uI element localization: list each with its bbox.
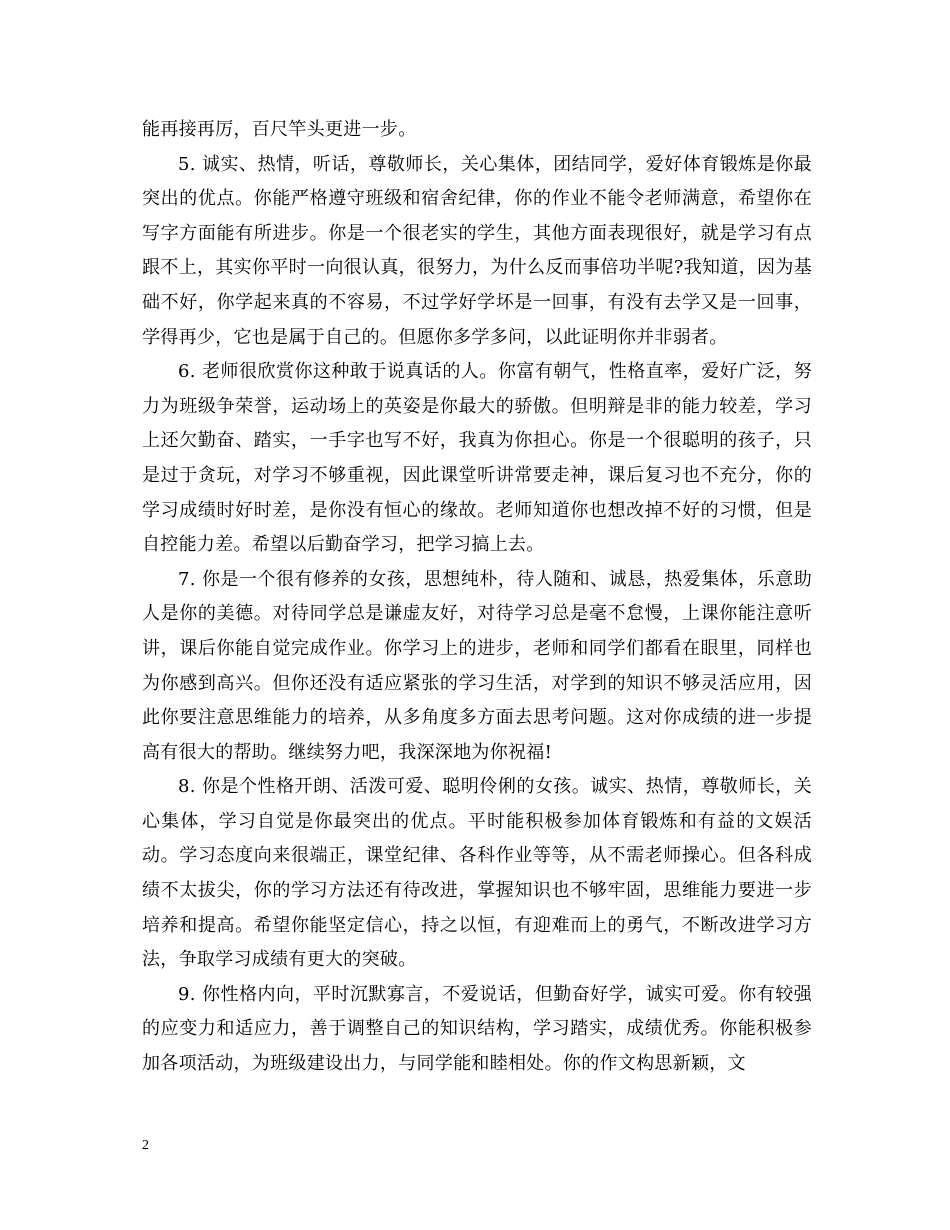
paragraph-continuation: 能再接再厉，百尺竿头更进一步。 [142,119,417,140]
paragraph-comment-7: 7. 你是一个很有修养的女孩，思想纯朴，待人随和、诚恳，热爱集体，乐意助人是你的美德。对待同学总是谦虚友好，对待学习总是毫不怠慢，上课你能注意听讲，课后你能自觉完成作业。你学习上的进步，老师和同学们都看在眼里，同样也为你感到高兴。但你还没有适应紧张的学习生活，对学到的知识不够灵活应用，因此你要注意思维能力的培养，从多角度多方面去思考问题。这对你成绩的进一步提高有很大的帮助。继续努力吧，我深深地为你祝福! [142,568,812,763]
paragraph-comment-5: 5. 诚实、热情，听话，尊敬师长，关心集体，团结同学，爱好体育锻炼是你最突出的优点。你能严格遵守班级和宿舍纪律，你的作业不能令老师满意，希望你在写字方面能有所进步。你是一个很老实的学生，其他方面表现很好，就是学习有点跟不上，其实你平时一向很认真，很努力，为什么反而事倍功半呢?我知道，因为基础不好，你学起来真的不容易，不过学好学坏是一回事，有没有去学又是一回事，学得再少，它也是属于自己的。但愿你多学多问，以此证明你并非弱者。 [142,153,812,348]
paragraph-comment-8: 8. 你是个性格开朗、活泼可爱、聪明伶俐的女孩。诚实、热情，尊敬师长，关心集体，学习自觉是你最突出的优点。平时能积极参加体育锻炼和有益的文娱活动。学习态度向来很端正，课堂纪律、各科作业等等，从不需老师操心。但各科成绩不太拔尖，你的学习方法还有待改进，掌握知识也不够牢固，思维能力要进一步培养和提高。希望你能坚定信心，持之以恒，有迎难而上的勇气，不断改进学习方法，争取学习成绩有更大的突破。 [142,776,812,971]
paragraph-comment-9: 9. 你性格内向，平时沉默寡言，不爱说话，但勤奋好学，诚实可爱。你有较强的应变力和适应力，善于调整自己的知识结构，学习踏实，成绩优秀。你能积极参加各项活动，为班级建设出力，与同学能和睦相处。你的作文构思新颖，文 [142,983,812,1075]
paragraph-comment-6: 6. 老师很欣赏你这种敢于说真话的人。你富有朝气，性格直率，爱好广泛，努力为班级争荣誉，运动场上的英姿是你最大的骄傲。但明辩是非的能力较差，学习上还欠勤奋、踏实，一手字也写不好，我真为你担心。你是一个很聪明的孩子，只是过于贪玩，对学习不够重视，因此课堂听讲常要走神，课后复习也不充分，你的学习成绩时好时差，是你没有恒心的缘故。老师知道你也想改掉不好的习惯，但是自控能力差。希望以后勤奋学习，把学习搞上去。 [142,361,812,556]
page-number: 2 [142,1138,149,1153]
document-body [142,113,812,1082]
